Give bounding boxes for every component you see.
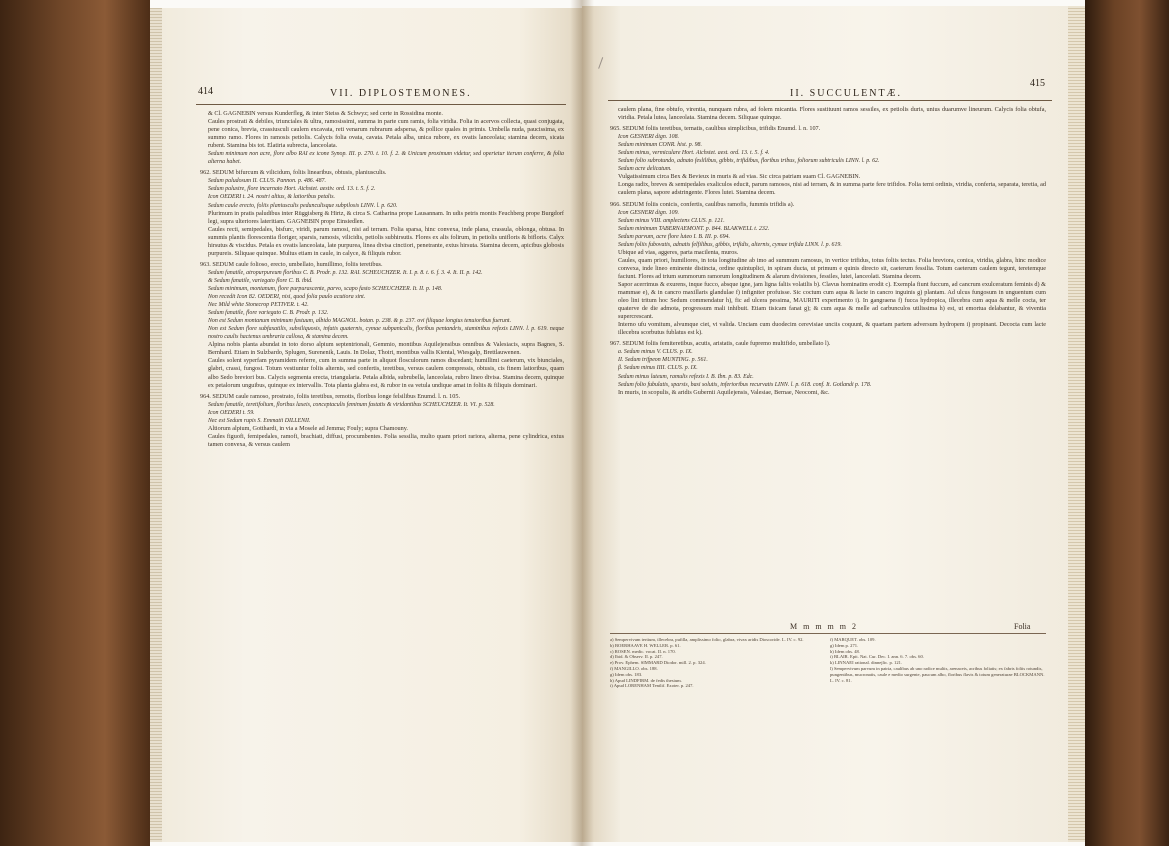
right-page-number: 415 bbox=[1030, 78, 1045, 89]
synonym-line: Icon OEDERI t. 24. nostri altius, & latioribus petalis. bbox=[208, 194, 335, 201]
paragraph: Ubique ad vias, aggeres, parta macilenta, muros. bbox=[618, 248, 739, 256]
synonym-line: Sedum minus luteum, ramulis refexis I. B. Ibn. p. 83. Edc. bbox=[618, 373, 754, 380]
right-page-text bbox=[610, 106, 1046, 397]
footnote: f) MANGILLO. obs. 188. bbox=[610, 665, 658, 671]
paragraph: In muris, in scopulis, & aridis Gubernii Aquilejensis, Valesiae, Bernae, Neocomi, &c. bbox=[618, 388, 830, 396]
synonym-line: Sedum paludosum II. CLUS. Pannon. p. 486. 487. bbox=[208, 178, 326, 185]
left-page-number: 414 bbox=[198, 86, 213, 97]
synonym-line: Sedum parvum, acre flore luteo I. B. III. p. 694. bbox=[618, 233, 730, 240]
synonym-line: Non recedit Icon 82. OEDERI, nisi, quod folia paulo acutiora sint. bbox=[208, 294, 366, 301]
footnote: d) Ibid. & Observ. II. p. 247. bbox=[610, 654, 663, 660]
paragraph: Vulgatissimum circa Bex & Bevieux in muris & ad vias. Sic circa patriam suam Cl. GAGNEBIN. bbox=[618, 173, 861, 181]
synonym-line: Sedum minimum CONR. hist. p. 98. bbox=[618, 142, 702, 149]
footnote: h) Apud LINDFIRM. de fedis thesium. bbox=[610, 677, 682, 683]
footnote: e) Prov. Ephem. SIMMARD Diodor. mill. 2. p. 324. bbox=[610, 660, 706, 666]
synonym-line: Sedum palustre, flore incarnato Hort. Aichstet. aestiv. ord. 13. t. 5. f. 2. bbox=[208, 186, 376, 193]
entry-heading-967: 967. SEDUM foliis femiteretibus, acutis, aristatis, caule fupremo multifido, umbellato l). bbox=[610, 340, 831, 348]
synonym-line: Nec est Sedum rupis S. Emmatii DILLENII. bbox=[208, 417, 311, 424]
entry-heading-963: 963. SEDUM caule folioso, erecto, umbellato, humillimo, foliis teretibus. bbox=[200, 260, 383, 268]
entry-heading-965: 965. SEDUM foliis teretibus, ternatis, caulibus simplicibus, trifidis Enumd. l. n. 107. bbox=[610, 125, 821, 133]
paragraph: Caules prostrati & debiles, triunciales & ultra, ramosissimi, summa in parte cum ramis, folia viridia. Folia in acervos collecta, quasi conjugata, pene conica, brevia, crassiusculi caulem excavata, reti venarum rubrarum adspersa, & pollice quales in primis. Umbella nuda, paucissima, ex summo ramo. Flores in ramosis petiolis. Calycis folia ovata, cavata. Petala alba, unica rubore, ex ovatis lanceolata; stamina decem, sicata rubent. Stamina bis tot. Elatiria subrecta, lanceolata. bbox=[208, 118, 564, 150]
entry-heading-966: 966. SEDUM foliis conicis, confertis, caulibus ramofis, fummis trifidis a). bbox=[610, 200, 795, 208]
synonym-line: Sedum foliis fubovatis, adnatis felfilibus, gibbis, trifidis, alternis, cymae trifida LINN. l. p. 619. bbox=[618, 241, 842, 248]
signature-mark: M m m m m 2 bbox=[790, 622, 859, 631]
footnote: l) Sempervivum parvum in patria, caulibus ab uno radice multis, arenaceis, acribus foliatis; ex fabris foliis rotundis, pungentibus, mucronatis, caule e medio surgente, paucum albo, floribus flavis & totum generaturae BLOCKMANN. L. IV. c. 81. bbox=[830, 665, 1045, 683]
book-cover-left bbox=[0, 0, 150, 846]
paragraph: Altiorum alpium, Gotthardi, in via a Mosele ad Jemma; Fouly; supra Chamouny. bbox=[208, 424, 408, 432]
left-running-head: VII. DIPLOSTEMONES. bbox=[330, 88, 472, 99]
footnotes-right-column bbox=[830, 637, 1046, 683]
synonym-line: Sedum fanatile, atropurpureum floribus C. B. Prodr. p. 132. RAI. SCHEUCHZER. It. I. p. 8. t. 6. f. 3. 4. It. II. p. 142. bbox=[208, 269, 483, 276]
entry-heading-962: 962. SEDUM bifurcum & vilicidum, foliis linearibus, obtusis, planiusculis. bbox=[200, 169, 387, 177]
right-running-head: II. SUCCULENTÆ. bbox=[790, 88, 902, 99]
footnotes-left-column bbox=[610, 637, 815, 689]
synonym-line: Sedum minus, vermiculare Hort. Aichstet. aest. ord. 13. t. 5. f. 4. bbox=[618, 150, 770, 157]
synonym-line: Sedum fanatile, flore variegato C. B. Prodr. p. 132. bbox=[208, 310, 329, 317]
footnote: k) LINNAEI rational. dinnejlic. p. 121. bbox=[830, 660, 903, 666]
paragraph: Caules figuofi, femipedales, ramofi, brachiati, diffusi, procumbentes. Folia sessilia, multo quam priori rariora, alterna, pene cylindrica, extus tamen convexa, & versus caulem bbox=[208, 432, 564, 448]
paragraph: Plurimum in pratis paludibus inter Rüggisberg & Hirtz, & circa S. Catharina prope Lausannam. In udis petris montis Feuchberg prope Burgdorf legi, supra ulteriores lateritiam. GAGNEBIN prope Einsiedlen. bbox=[208, 209, 564, 225]
synonym-line: Non est Sedum montanum minimum fastuum, albido MAGNOL. botan. p. 238. & p. 237. ovi filiquae longius tenuioribus fuerunt. bbox=[208, 318, 512, 325]
book-cover-right bbox=[1085, 0, 1169, 846]
paragraph: Caules solent syperfam pyramidem referre, cum in summa parte in aliquot flosculorum ramos discedant; humillimi caeterum, vix biunciales, glabri, crassi, fungosi. Totum vestiuntur foliis alternis, sed confertis, teretibus, versus caulem compressis, obtusis, cis finem latioribus, quam albo Sedo breviori bus. Calycis segmenta erecta, triangularia. Petala albida, subrubella, lanceolata, rubro lineo divisa. Stamina decem, quinque ex petalorum unguibus, quinque ex intervallis. Tota planta glabra est, & rubor in ea vetula undique amat in foliis & filiquis dominari. bbox=[208, 357, 564, 389]
footnote: f) MARQUET. obs. 109. bbox=[830, 637, 876, 642]
right-header-rule bbox=[608, 100, 1052, 101]
paragraph: Interno ufu vomitum, alvumque ciet, vi valida. Unciam cum duodecim cerevisiae unciis coquunt, & quartam partem adversum hydropem i) propinant. Decocta cum lacte illecebra scorbutus fublatus est k). bbox=[618, 321, 1046, 337]
page-stack-right bbox=[1068, 6, 1085, 842]
synonym-line: Sedum caule erecto, foliis planiusculis pedunculisque subpilosis LINN. l. p. 620. bbox=[208, 202, 398, 209]
synonym-line: Icon GESNERI dign. 109. bbox=[618, 209, 680, 216]
left-page-text bbox=[200, 110, 564, 449]
synonym-line: Sedum minimum TABERNAEMONT. p. 844. BLAKWELL t. 232. bbox=[618, 225, 770, 232]
footnote: g) Idem obs. 183. bbox=[610, 671, 643, 677]
synonym-line: Sedum folio fubulatis, sparsis, basi solutis, inferioribus recurvatis LINN. l. p. 618. conf. It. Gotlandi p. 178. bbox=[618, 381, 872, 388]
catchword: Folia bbox=[1014, 622, 1031, 631]
synonym-line: Sedum folio subrotundo, adnato feslilibus, gibbis, trifidibus, floribus tribus, foliorum subtriculis LINN. l. p. 62. bbox=[618, 158, 880, 165]
footnote: b) BOERHAAVE H. WELLER. p. 61. bbox=[610, 642, 681, 648]
synonym-line: Non est Sedum flore subfaxatilis, subsiliquosis, infatis quaternis, cymae subpanicalis, floribus pentandris, staminibus refexis LINN. l. p. 619. neque nostro caulis hactenus umbraria callosa, & stamina decem. bbox=[208, 326, 564, 341]
book-gutter-shadow bbox=[570, 0, 594, 846]
page-stack-left bbox=[150, 8, 162, 842]
left-header-rule bbox=[196, 104, 566, 105]
paragraph: caulem plana, fine obtufo, virentia, nunquam rubra, ad folem micantia. Flores sustituunt ramos sessiles, ex petiolis duris, unius duarumve lineurum. Calycis folia obtufa, viridia. Petala lutea, lanceolata. Stamina decem. Siliquae quinque. bbox=[618, 106, 1046, 122]
synonym-line: II. Sedum trifpeon MUNTING. p. 561. bbox=[618, 357, 708, 364]
paragraph: Longa radix, breves & semipedales exaliculos educit, parum ramosos, nisi ad terram, & in summa parte fere trifidos. Folia terni ordinis, viridia, conferta, separata, teretia, ad caulem plana, sapore adstringente. Flores lutei. Stamina decem. bbox=[618, 181, 1047, 197]
footnote: i) Apud LORENHAM Tentlif. Exoter. p. 247. bbox=[610, 683, 694, 689]
footnote: g) Idem p. 271. bbox=[830, 642, 859, 648]
footnote: c) ROSEN. medic. vocat. II. n. 170. bbox=[610, 648, 676, 654]
entry-heading-964: 964. SEDUM caule ramoso, prostrato, foliis teretibus, remotis, floribus longe felsilibus Enumd. l. n. 105. bbox=[200, 392, 461, 400]
synonym-line: Icon GESNERI dign. 108. bbox=[618, 134, 680, 141]
paragraph: & Cl. GAGNEBIN versus Kunderfleg, & inter Steiss & Schwyz; sed certe in Rossidina monte. bbox=[208, 110, 443, 117]
synonym-line: Icon OEDERI t. 59. bbox=[208, 409, 255, 416]
synonym-line: Sedum fanatile, teretifolium, floribus laxeis, conceptaculis feminum fastatis & viridantibus SCHEUCHZER. It. VI. p. 528. bbox=[208, 401, 495, 408]
footnote: h) Idem obs. 48. bbox=[830, 648, 860, 654]
paragraph: Caules recti, semipedales, bisfurc, viridi, parum ramosi, nisi ad terram. Folia sparsa, hinc convexa, inde plana, crassula, oblonga, obtusa. In summis plantis florescentia floriger, sparsis, ramosis, vilicidis, petiolis subhirsutis. Flores ex alis folirum, in petiolis unifloris & bifloris. Calyx hirsutus & viscidus. Petala ex ovatis lanceolata, late purpurea, linea divisa cinctiori, penetrante, extus hirsuta. Stamina decem, apicibus globosis purpureis. Siliquae quinque. Multus etiam in caule, in calyce, & filiquis rubor. bbox=[208, 225, 564, 257]
paragraph: Sapor acerrimus & exurens, inque fucco, absque igne, jam ligna faliis volatilis b). Clavus hominatim erodit c). Exempla fiunt fuccum, ad cancrum exulceratum feminis d) & mammae e), & in cancro maxillaris glandulae f) infigniter profuisse. Sic coctum cum aqua & lacte in cancro inguinis g) plantam. Ad ulcus fungosum in unguentum cum oleo lini tritum hoc Sedum commendatur h), fic ad ulcera pessima, MAURITI experimento i). In gangraena f) fucca hydropica, illecebra cum aqua & melle cocta, ter quaterve de die admota, progressum mali inhibuit. Etiam tisicam fanat g); & cum aqua & melle ad carbunculos utilissima h) est, ut emortua delabantur, & viventia supercrescant. bbox=[618, 280, 1046, 321]
synonym-line: Sedum minimum, montanum, flore purpurascente, parvo, scapo fasto SCHEUCHZER. It. II. p. 148. bbox=[208, 285, 443, 292]
synonym-line: Sedum acre delicatum. bbox=[618, 166, 672, 173]
synonym-line: a. Sedum minus V. CLUS. p. IX. bbox=[618, 349, 693, 356]
paragraph: Caules, quam priori, humiliores, in tota longitudine ab imo ad summum ramosus, in vertice trifidus, totus foliis tectus. Folia breviora, conica, viridia, glabra, hinc modice convexa, inde lineo eminente distincta, ordine quintuplici, in spiram ducta, ut primum e quinis directo sit, caeterum fessilia. Totum caeterum caulem tegunt, teretemque faciunt. Flores ad trium summorum ramorum longitudinem & alarum divisiones, fessiles, lutei, lanceolati. Stamina decem. bbox=[618, 256, 1046, 280]
synonym-line: β. Sedum minus IIII. CLUS. p. IX. bbox=[618, 365, 698, 372]
footnote: i) BLAIR. Epit. Nat. Cur. Dec. I. ann. 6. 7. obs. 60. bbox=[830, 654, 924, 660]
synonym-line: Sedum minimum non acre, flore albo RAI ex icone Synop. III. p. 270. t. 10. f. 2. & Unicum proximum videtur, sed operietur iterum conferre, & folia alterna habet. bbox=[208, 151, 564, 166]
synonym-line: Sedum minus VIII. amplectens CLUS. p. 121. bbox=[618, 217, 725, 224]
footnote-rule bbox=[610, 633, 1046, 634]
synonym-line: Nec Mild white Stonecrop PETIVER. t. 42. bbox=[208, 302, 309, 309]
footnote: a) Sempervivum tertium, illecebra, pufilla, amplissimo folio, glabra, vivax aridis Dioscoride. L. IV. c. 92. bbox=[610, 637, 804, 642]
synonym-line: & Sedum fanatile, variegato flore C. B. ibid. bbox=[208, 277, 313, 284]
paragraph: Alpina nobis planta abundat in toto dorso alpium septentrionali, Gemmio, montibus Aquilejensibus omnibus & Valesiacis, supra Bagnes, S. Bernhard. Etiam in Sulzbardo, Splugen, Surenenik, Lauis. In Dolaz, Thoiri, montibus vallis Kiental, Wiesgalp, Brettlauwenen. bbox=[208, 341, 564, 357]
